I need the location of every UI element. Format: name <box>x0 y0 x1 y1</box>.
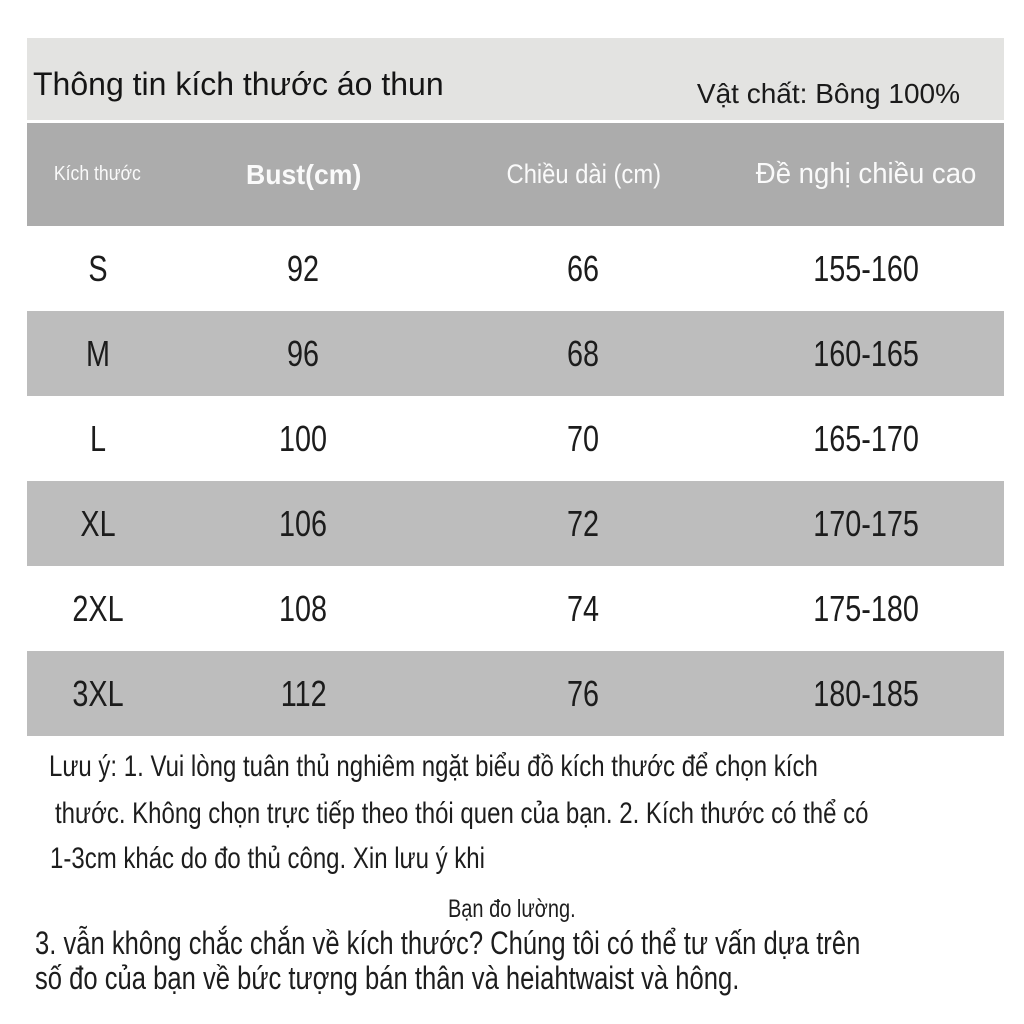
column-header-bust: Bust(cm) <box>245 158 362 190</box>
cell-length: 66 <box>567 247 600 289</box>
title-band <box>27 38 1004 120</box>
note-line-3: 1-3cm khác do đo thủ công. Xin lưu ý khi <box>50 842 485 875</box>
cell-length: 76 <box>567 672 600 714</box>
table-row-3xl <box>27 651 1004 736</box>
cell-length: 72 <box>567 502 600 544</box>
cell-size: M <box>85 332 110 374</box>
note-line-4: Bạn đo lường. <box>448 895 576 923</box>
table-header-row <box>27 123 1004 226</box>
cell-height: 165-170 <box>813 417 920 459</box>
cell-size: S <box>88 247 108 289</box>
cell-height: 170-175 <box>813 502 920 544</box>
cell-bust: 106 <box>279 502 328 544</box>
table-row-l <box>27 396 1004 481</box>
cell-bust: 108 <box>279 587 328 629</box>
cell-size: 2XL <box>72 587 124 629</box>
table-row-2xl <box>27 566 1004 651</box>
cell-bust: 96 <box>287 332 320 374</box>
cell-bust: 112 <box>280 672 327 714</box>
size-table <box>27 123 1004 736</box>
cell-length: 70 <box>567 417 600 459</box>
cell-length: 68 <box>567 332 600 374</box>
table-row-s <box>27 226 1004 311</box>
page-title: Thông tin kích thước áo thun <box>33 66 444 102</box>
cell-height: 175-180 <box>813 587 920 629</box>
material-label: Vật chất: Bông 100% <box>696 78 960 109</box>
table-row-m <box>27 311 1004 396</box>
note-line-1: Lưu ý: 1. Vui lòng tuân thủ nghiêm ngặt biểu đồ kích thước để chọn kích <box>49 750 818 783</box>
cell-length: 74 <box>567 587 600 629</box>
cell-height: 160-165 <box>813 332 920 374</box>
cell-size: L <box>89 417 106 459</box>
note-line-5: 3. vẫn không chắc chắn về kích thước? Chúng tôi có thể tư vấn dựa trên <box>35 925 861 961</box>
table-row-xl <box>27 481 1004 566</box>
column-header-size: Kích thước <box>54 163 142 185</box>
note-line-2: thước. Không chọn trực tiếp theo thói quen của bạn. 2. Kích thước có thể có <box>55 797 869 830</box>
note-line-6: số đo của bạn về bức tượng bán thân và heiahtwaist và hông. <box>35 960 740 996</box>
cell-bust: 100 <box>279 417 328 459</box>
cell-height: 180-185 <box>813 672 920 714</box>
column-header-height: Đề nghị chiều cao <box>755 158 977 190</box>
cell-height: 155-160 <box>813 247 920 289</box>
cell-size: 3XL <box>72 672 124 714</box>
column-header-length: Chiều dài (cm) <box>506 159 661 189</box>
cell-bust: 92 <box>287 247 320 289</box>
cell-size: XL <box>80 502 116 544</box>
